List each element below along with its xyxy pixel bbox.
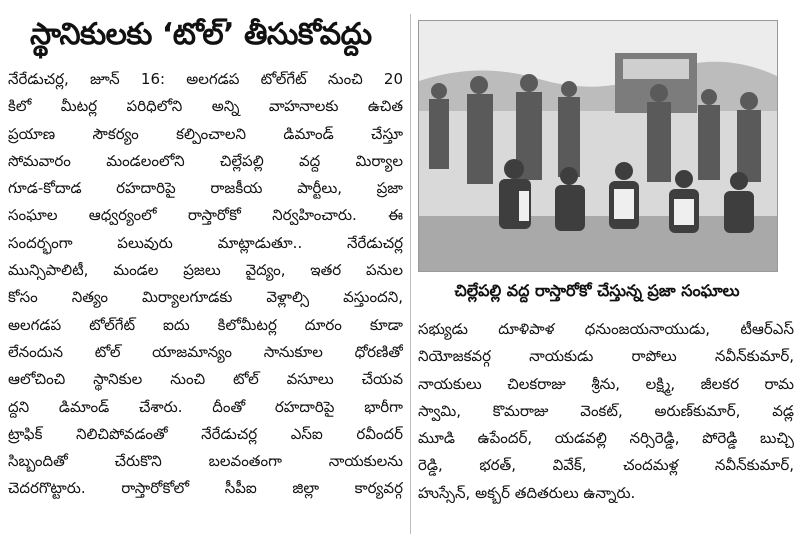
article-right-column [418,316,794,507]
article-line: ప్రయాణ సౌకర్యం కల్పించాలని డిమాండ్ చేస్తూ [8,124,403,143]
article-line: అలగడప టోల్‌గేట్ ఐదు కిలోమీటర్ల దూరం కూడా [8,315,403,334]
article-line: నాయకులు చిలకరాజు శ్రీను, లక్ష్మి, జీలకర రామ [418,374,794,393]
article-line: ఆలోచించి స్థానికుల నుంచి టోల్ వసూలు చేయవ [8,370,403,389]
article-line: సంఘాల ఆధ్వర్యంలో రాస్తారోకో నిర్వహించారు. ఈ [8,206,403,225]
article-line: ట్రాఫిక్ నిలిచిపోవడంతో నేరేడుచర్ల ఎస్ఐ రవీందర్ [8,424,403,443]
article-line: నియోజకవర్గ నాయకుడు రాపోలు నవీన్‌కుమార్, [418,347,794,366]
article-line: ద్దని డిమాండ్ చేశారు. దీంతో రహదారిపై భారీగా [8,397,403,416]
article-line: సందర్భంగా పలువురు మాట్లాడుతూ.. నేరేడుచర్ల [8,233,403,252]
article-line: స్వామి, కొమరాజు వెంకట్, అరుణ్‌కుమార్, వడ్ల [418,401,794,420]
column-divider [410,14,411,534]
article-line: సిబ్బందితో చేరుకొని బలవంతంగా నాయకులను [8,452,403,471]
article-line: నేరేడుచర్ల, జూన్ 16: అలగడప టోల్‌గేట్ నుంచి 20 [8,70,403,88]
protest-photo [418,20,778,272]
article-line: మున్సిపాలిటీ, మండల ప్రజలు వైద్యం, ఇతర పనుల [8,261,403,280]
article-line: హుస్సేన్, అక్బర్ తదితరులు ఉన్నారు. [418,483,636,502]
article-line: కిలో మీటర్ల పరిధిలోని అన్ని వాహనాలకు ఉచిత [8,97,403,116]
article-line: లేనందున టోల్ యాజమాన్యం సానుకూల ధోరణితో [8,342,403,361]
article-left-column [8,66,403,503]
article-line: చెదరగొట్టారు. రాస్తారోకోలో సీపీఐ జిల్లా కార్యవర్గ [8,479,403,498]
headline: స్థానికులకు ‘టోల్’ తీసుకోవద్దు [30,17,372,52]
article-line: మూడి ఉపేందర్, యడవల్లి నర్సిరెడ్డి, పోరెడ్డి బుచ్చి [418,429,794,448]
article-line: రెడ్డి, భరత్, వివేక్, చందమళ్ల నవీన్‌కుమార్, [418,456,794,475]
protest-photo-illustration [419,21,777,271]
article-line: గూడ-కోదాడ రహదారిపై రాజకీయ పార్టీలు, ప్రజా [8,179,403,198]
article-line: సభ్యుడు దూళిపాళ ధనుంజయనాయుడు, టీఆర్ఎస్ [418,320,794,338]
article-line: కోసం నిత్యం మిర్యాలగూడకు వెళ్లాల్సి వస్తుందని, [8,288,403,307]
photo-caption: చిల్లేపల్లి వద్ద రాస్తారోకో చేస్తున్న ప్రజా సంఘాలు [454,281,740,300]
article-line: సోమవారం మండలంలోని చిల్లేపల్లి వద్ద మిర్యాల [8,151,403,170]
